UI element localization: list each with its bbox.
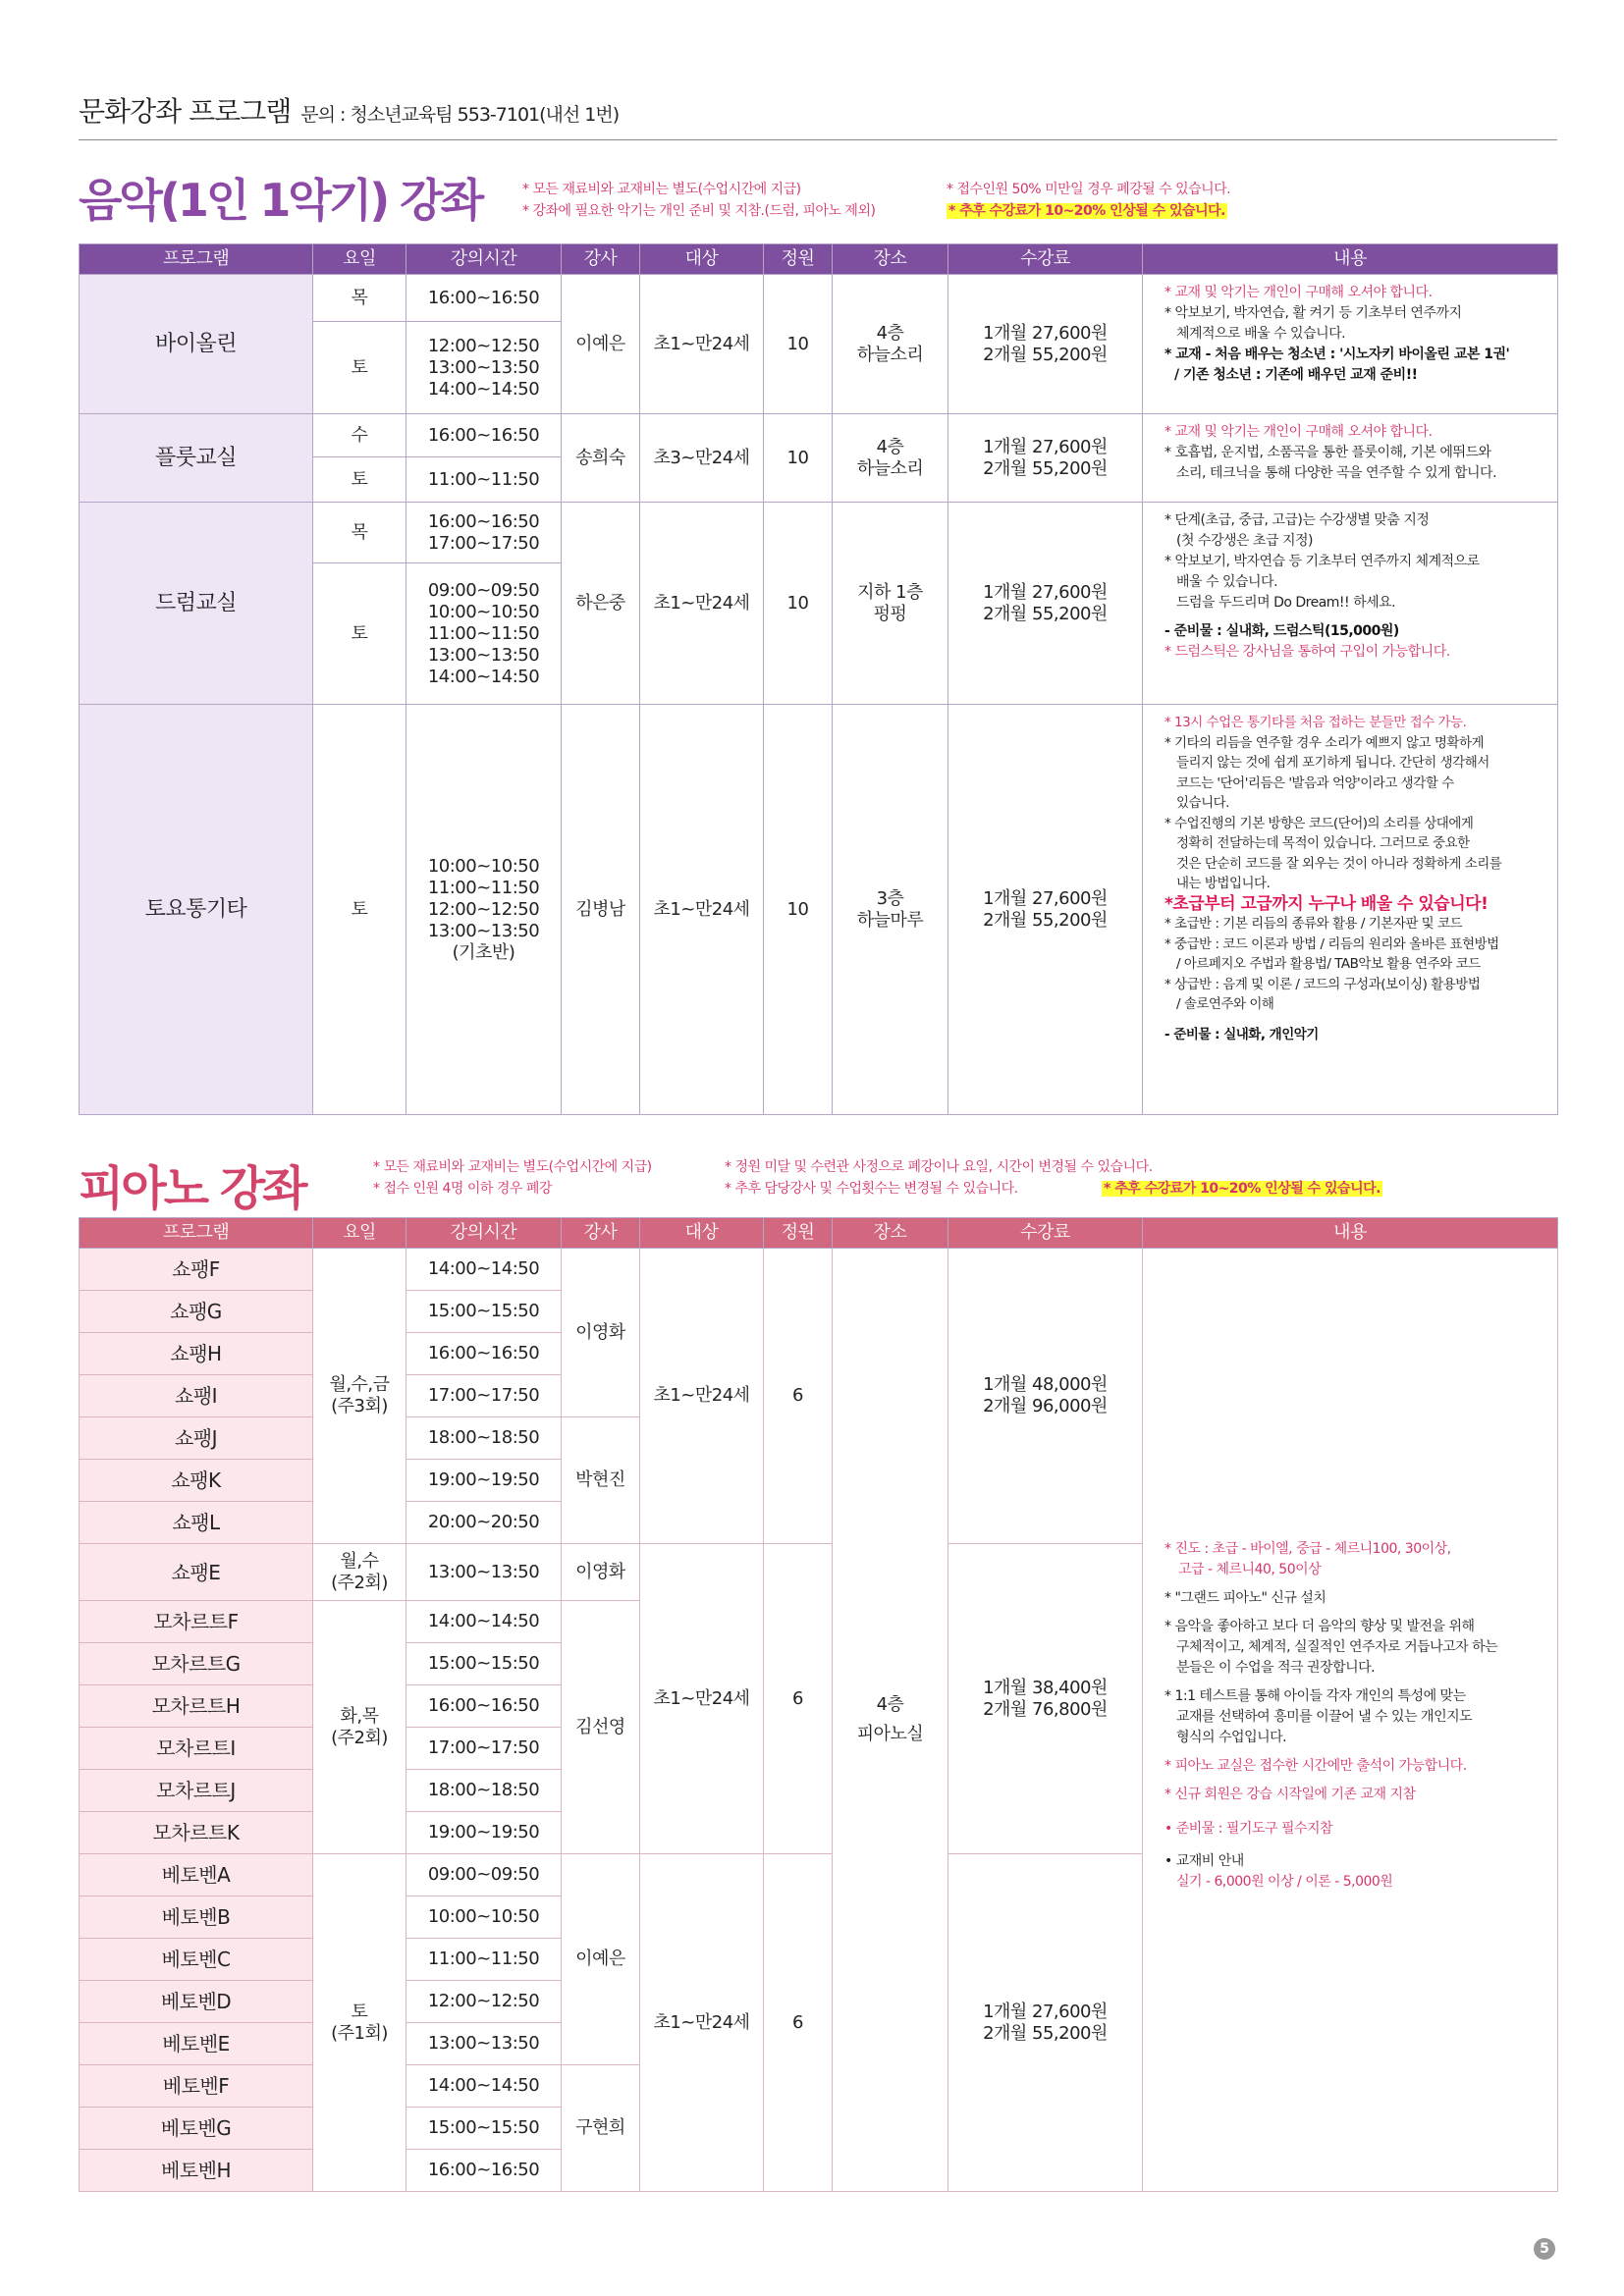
teacher-cell: 이영화 <box>562 1249 640 1417</box>
teacher-cell: 이예은 <box>562 1854 640 2065</box>
table-row <box>80 705 1558 1115</box>
day-cell: 토 (주1회) <box>313 1854 406 2192</box>
piano-notes-a <box>373 1156 652 1200</box>
time-cell: 14:00~14:50 <box>406 1601 562 1643</box>
capacity-cell: 6 <box>764 1854 833 2192</box>
col-header: 대상 <box>640 1218 764 1249</box>
time-cell: 12:00~12:50 <box>406 1981 562 2023</box>
time-cell: 16:00~16:50 <box>406 275 562 322</box>
program-name: 쇼팽H <box>80 1333 313 1375</box>
capacity-cell: 10 <box>764 414 833 503</box>
program-name: 모차르트F <box>80 1601 313 1643</box>
col-header: 강의시간 <box>406 244 562 275</box>
program-name: 베토벤D <box>80 1981 313 2023</box>
content-cell: * 13시 수업은 통기타를 처음 접하는 분들만 접수 가능. * 기타의 리듬을 연주할 경우 소리가 예쁘지 않고 명확하게 들리지 않는 것에 쉽게 포기하게 됩니다. 간단히 생각해서 코드는 '단어'리듬은 '발음과 억양'이라고 생각할 수 있습니다. * 수업진행의 기본 방향은 코드(단어)의 소리를 상대에게 정확히 전달하는데 목적이 있습니다. 그러므로 중요한 것은 단순히 코드를 잘 외우는 것이 아니라 정확하게 소리를 내는 방법입니다. *초급부터 고급까지 누구나 배울 수 있습니다! * 초급반 : 기본 리듬의 종류와 활용 / 기본자판 및 코드 * 중급반 : 코드 이론과 방법 / 리듬의 원리와 올바른 표현방법 / 아르페지오 주법과 활용법/ TAB악보 활용 연주와 코드 * 상급반 : 음계 및 이론 / 코드의 구성과(보이싱) 활용방법 / 솔로연주와 이해 - 준비물 : 실내화, 개인악기 <box>1143 705 1558 1115</box>
col-header: 장소 <box>833 244 948 275</box>
music-schedule-table <box>79 243 1558 1115</box>
table-header-row <box>80 244 1558 275</box>
program-name: 베토벤H <box>80 2150 313 2192</box>
contact-info: 문의 : 청소년교육팀 553-7101(내선 1번) <box>300 104 620 126</box>
table-row <box>80 414 1558 457</box>
day-cell: 토 <box>313 322 406 414</box>
col-header: 요일 <box>313 244 406 275</box>
place-cell: 지하 1층 펑펑 <box>833 503 948 705</box>
program-name: 베토벤F <box>80 2065 313 2108</box>
capacity-cell: 10 <box>764 275 833 414</box>
music-notes-left <box>522 179 875 222</box>
time-cell: 09:00~09:50 <box>406 1854 562 1896</box>
time-cell: 13:00~13:50 <box>406 1544 562 1601</box>
content-cell: * 교재 및 악기는 개인이 구매해 오셔야 합니다. * 호흡법, 운지법, 소품곡을 통한 플룻이해, 기본 에뛰드와 소리, 테크닉을 통해 다양한 곡을 연주할 수 있게 합니다. <box>1143 414 1558 503</box>
program-name: 쇼팽E <box>80 1544 313 1601</box>
day-cell: 수 <box>313 414 406 457</box>
col-header: 정원 <box>764 244 833 275</box>
capacity-cell: 6 <box>764 1249 833 1544</box>
col-header: 내용 <box>1143 244 1558 275</box>
teacher-cell: 김병남 <box>562 705 640 1115</box>
teacher-cell: 이예은 <box>562 275 640 414</box>
program-name: 베토벤B <box>80 1896 313 1939</box>
col-header: 프로그램 <box>80 244 313 275</box>
time-cell: 14:00~14:50 <box>406 1249 562 1291</box>
music-notes-right <box>947 179 1230 222</box>
time-cell: 16:00~16:50 <box>406 414 562 457</box>
place-cell: 3층 하늘마루 <box>833 705 948 1115</box>
fee-cell: 1개월 27,600원 2개월 55,200원 <box>948 503 1143 705</box>
time-cell: 16:00~16:50 <box>406 1333 562 1375</box>
program-name: 쇼팽G <box>80 1291 313 1333</box>
teacher-cell: 이영화 <box>562 1544 640 1601</box>
col-header: 요일 <box>313 1218 406 1249</box>
time-cell: 20:00~20:50 <box>406 1502 562 1544</box>
note: * 정원 미달 및 수련관 사정으로 폐강이나 요일, 시간이 변경될 수 있습니다. <box>725 1159 1153 1175</box>
time-cell: 15:00~15:50 <box>406 2108 562 2150</box>
teacher-cell: 하은중 <box>562 503 640 705</box>
note: * 모든 재료비와 교재비는 별도(수업시간에 지급) <box>522 182 801 197</box>
fee-cell: 1개월 27,600원 2개월 55,200원 <box>948 705 1143 1115</box>
target-cell: 초1~만24세 <box>640 1854 764 2192</box>
program-name: 쇼팽K <box>80 1460 313 1502</box>
content-cell: * 단계(초급, 중급, 고급)는 수강생별 맞춤 지정 (첫 수강생은 초급 지정) * 악보보기, 박자연습 등 기초부터 연주까지 체계적으로 배울 수 있습니다. 드럼을 두드리며 Do Dream!! 하세요. - 준비물 : 실내화, 드럼스틱(15,000원) * 드럼스틱은 강사님을 통하여 구입이 가능합니다. <box>1143 503 1558 705</box>
program-name: 모차르트H <box>80 1685 313 1728</box>
program-name: 드럼교실 <box>80 503 313 705</box>
day-cell: 토 <box>313 705 406 1115</box>
page-number: 5 <box>1534 2238 1555 2260</box>
time-cell: 11:00~11:50 <box>406 457 562 503</box>
col-header: 수강료 <box>948 1218 1143 1249</box>
time-cell: 10:00~10:50 <box>406 1896 562 1939</box>
fee-cell: 1개월 48,000원 2개월 96,000원 <box>948 1249 1143 1544</box>
capacity-cell: 10 <box>764 705 833 1115</box>
time-cell: 19:00~19:50 <box>406 1460 562 1502</box>
program-name: 모차르트I <box>80 1728 313 1770</box>
target-cell: 초1~만24세 <box>640 275 764 414</box>
time-cell: 14:00~14:50 <box>406 2065 562 2108</box>
table-row <box>80 503 1558 563</box>
target-cell: 초1~만24세 <box>640 503 764 705</box>
program-name: 베토벤A <box>80 1854 313 1896</box>
teacher-cell: 구현희 <box>562 2065 640 2192</box>
content-cell: * 진도 : 초급 - 바이엘, 중급 - 체르니100, 30이상, 고급 - 체르니40, 50이상 * "그랜드 피아노" 신규 설치 * 음악을 좋아하고 보다 더 음악의 향상 및 발전을 위해 구체적이고, 체계적, 실질적인 연주자로 거듭나고자 하는 분들은 이 수업을 적극 권장합니다. * 1:1 테스트를 통해 아이들 각자 개인의 특성에 맞는 교재를 선택하여 흥미를 이끌어 낼 수 있는 개인지도 형식의 수업입니다. * 피아노 교실은 접수한 시간에만 출석이 가능합니다. * 신규 회원은 강습 시작일에 기존 교재 지참 • 준비물 : 필기도구 필수지참 • 교재비 안내 실기 - 6,000원 이상 / 이론 - 5,000원 <box>1143 1249 1558 2192</box>
time-cell: 19:00~19:50 <box>406 1812 562 1854</box>
page-header <box>79 90 619 130</box>
day-cell: 목 <box>313 503 406 563</box>
target-cell: 초1~만24세 <box>640 705 764 1115</box>
capacity-cell: 6 <box>764 1544 833 1854</box>
time-cell: 17:00~17:50 <box>406 1375 562 1417</box>
target-cell: 초1~만24세 <box>640 1544 764 1854</box>
day-cell: 월,수 (주2회) <box>313 1544 406 1601</box>
place-cell: 4층 하늘소리 <box>833 414 948 503</box>
capacity-cell: 10 <box>764 503 833 705</box>
place-cell: 4층 하늘소리 <box>833 275 948 414</box>
day-cell: 토 <box>313 563 406 705</box>
program-name: 쇼팽I <box>80 1375 313 1417</box>
col-header: 프로그램 <box>80 1218 313 1249</box>
page-title: 문화강좌 프로그램 <box>79 95 292 128</box>
music-section-title: 음악(1인 1악기) 강좌 <box>79 174 482 227</box>
target-cell: 초1~만24세 <box>640 1249 764 1544</box>
time-cell: 18:00~18:50 <box>406 1770 562 1812</box>
fee-increase-note: * 추후 수강료가 10~20% 인상될 수 있습니다. <box>948 203 1225 219</box>
day-cell: 목 <box>313 275 406 322</box>
col-header: 수강료 <box>948 244 1143 275</box>
program-name: 플룻교실 <box>80 414 313 503</box>
place-cell: 4층 피아노실 <box>833 1249 948 2192</box>
col-header: 장소 <box>833 1218 948 1249</box>
time-cell: 16:00~16:50 <box>406 2150 562 2192</box>
col-header: 내용 <box>1143 1218 1558 1249</box>
piano-notes-b <box>725 1156 1153 1200</box>
time-cell: 16:00~16:50 <box>406 1685 562 1728</box>
teacher-cell: 김선영 <box>562 1601 640 1854</box>
program-name: 쇼팽F <box>80 1249 313 1291</box>
note: * 강좌에 필요한 악기는 개인 준비 및 지참.(드럼, 피아노 제외) <box>522 203 876 219</box>
fee-cell: 1개월 27,600원 2개월 55,200원 <box>948 1854 1143 2192</box>
program-name: 쇼팽L <box>80 1502 313 1544</box>
note: * 모든 재료비와 교재비는 별도(수업시간에 지급) <box>373 1159 652 1175</box>
table-row <box>80 1249 1558 1291</box>
time-cell: 09:00~09:50 10:00~10:50 11:00~11:50 13:00~13:50 14:00~14:50 <box>406 563 562 705</box>
header-divider <box>79 139 1557 140</box>
time-cell: 16:00~16:50 17:00~17:50 <box>406 503 562 563</box>
table-header-row <box>80 1218 1558 1249</box>
time-cell: 15:00~15:50 <box>406 1643 562 1685</box>
fee-increase-note: * 추후 수강료가 10~20% 인상될 수 있습니다. <box>1104 1181 1380 1197</box>
note: * 접수 인원 4명 이하 경우 폐강 <box>373 1181 552 1197</box>
program-name: 모차르트J <box>80 1770 313 1812</box>
program-name: 베토벤C <box>80 1939 313 1981</box>
table-row <box>80 275 1558 322</box>
teacher-cell: 송희숙 <box>562 414 640 503</box>
program-name: 모차르트K <box>80 1812 313 1854</box>
day-cell: 화,목 (주2회) <box>313 1601 406 1854</box>
time-cell: 13:00~13:50 <box>406 2023 562 2065</box>
piano-section-title: 피아노 강좌 <box>79 1161 305 1216</box>
target-cell: 초3~만24세 <box>640 414 764 503</box>
fee-cell: 1개월 27,600원 2개월 55,200원 <box>948 275 1143 414</box>
piano-notes-c <box>1102 1178 1382 1200</box>
col-header: 정원 <box>764 1218 833 1249</box>
time-cell: 18:00~18:50 <box>406 1417 562 1460</box>
col-header: 강사 <box>562 1218 640 1249</box>
time-cell: 10:00~10:50 11:00~11:50 12:00~12:50 13:00~13:50 (기초반) <box>406 705 562 1115</box>
time-cell: 12:00~12:50 13:00~13:50 14:00~14:50 <box>406 322 562 414</box>
note: * 접수인원 50% 미만일 경우 폐강될 수 있습니다. <box>947 182 1231 197</box>
program-name: 베토벤G <box>80 2108 313 2150</box>
program-name: 토요통기타 <box>80 705 313 1115</box>
col-header: 대상 <box>640 244 764 275</box>
col-header: 강의시간 <box>406 1218 562 1249</box>
fee-cell: 1개월 27,600원 2개월 55,200원 <box>948 414 1143 503</box>
day-cell: 토 <box>313 457 406 503</box>
time-cell: 15:00~15:50 <box>406 1291 562 1333</box>
time-cell: 11:00~11:50 <box>406 1939 562 1981</box>
piano-schedule-table <box>79 1217 1558 2192</box>
col-header: 강사 <box>562 244 640 275</box>
program-name: 바이올린 <box>80 275 313 414</box>
program-name: 쇼팽J <box>80 1417 313 1460</box>
time-cell: 17:00~17:50 <box>406 1728 562 1770</box>
program-name: 모차르트G <box>80 1643 313 1685</box>
day-cell: 월,수,금 (주3회) <box>313 1249 406 1544</box>
note: * 추후 담당강사 및 수업횟수는 변경될 수 있습니다. <box>725 1181 1018 1197</box>
program-name: 베토벤E <box>80 2023 313 2065</box>
content-cell: * 교재 및 악기는 개인이 구매해 오셔야 합니다. * 악보보기, 박자연습, 활 켜기 등 기초부터 연주까지 체계적으로 배울 수 있습니다. * 교재 - 처음 배우는 청소년 : '시노자키 바이올린 교본 1권' / 기존 청소년 : 기존에 배우던 교재 준비!! <box>1143 275 1558 414</box>
teacher-cell: 박현진 <box>562 1417 640 1544</box>
fee-cell: 1개월 38,400원 2개월 76,800원 <box>948 1544 1143 1854</box>
